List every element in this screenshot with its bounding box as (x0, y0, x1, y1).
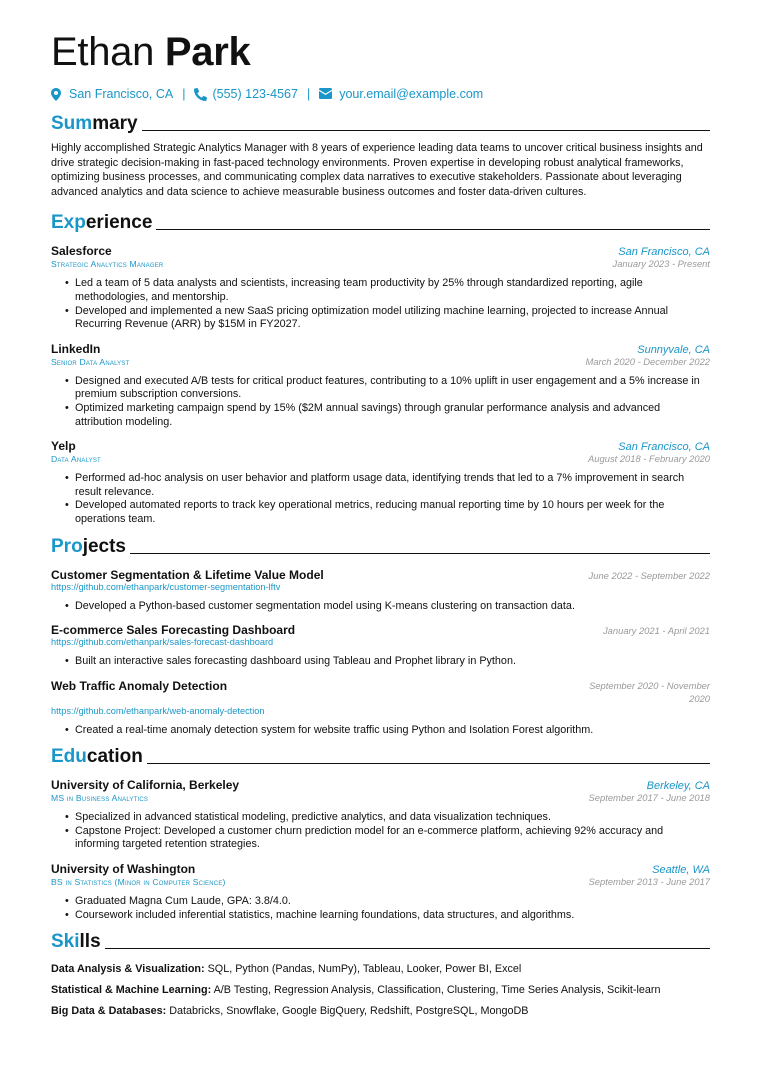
job-title: Senior Data Analyst (51, 356, 130, 367)
school-name: University of California, Berkeley (51, 778, 240, 793)
bullet-item: • Developed automated reports to track key operational metrics, reducing manual reporting time by 10 hours per week for the operations team. (75, 499, 710, 526)
job-title: Strategic Analytics Manager (51, 259, 164, 270)
bullet-list (51, 472, 710, 526)
skill-label: Big Data & Databases: (51, 1005, 167, 1018)
section-title: Experience (51, 212, 153, 234)
section-title: Summary (51, 113, 138, 134)
bullet-list (51, 895, 710, 922)
skill-value: Databricks, Snowflake, Google BigQuery, Redshift, PostgreSQL, MongoDB (169, 1005, 529, 1018)
project-title: E-commerce Sales Forecasting Dashboard (51, 623, 296, 638)
bullet-item: • Built an interactive sales forecasting dashboard using Tableau and Prophet library in Python. (75, 655, 710, 669)
summary-text: Highly accomplished Strategic Analytics Manager with 8 years of experience leading data teams to uncover critical business insights and drive strategic decision-making in fast-paced technology environments. Proven expertise in developing robust analytical frameworks, optimizing business processes, and communicating complex data narratives to executive stakeholders. Passionate about leveraging advanced analytics and data science to achieve measurable business outcomes and foster data-driven cultures. (51, 142, 703, 198)
bullet-item: • Led a team of 5 data analysts and scientists, increasing team productivity by 25% through standardized reporting, agile methodologies, and mentorship. (75, 277, 710, 304)
project-link[interactable]: https://github.com/ethanpark/sales-forecast-dashboard (51, 637, 274, 648)
entry-location: San Francisco, CA (618, 441, 710, 454)
envelope-icon (319, 88, 333, 101)
project-title: Web Traffic Anomaly Detection (51, 678, 228, 693)
section-rule (142, 130, 710, 131)
bullet-item: • Specialized in advanced statistical modeling, predictive analytics, and data visualization techniques. (75, 811, 710, 825)
experience-entry (51, 439, 710, 526)
skills-heading (51, 931, 710, 953)
bullet-list (51, 600, 710, 614)
experience-entry (51, 244, 710, 331)
project-link[interactable]: https://github.com/ethanpark/web-anomaly-detection (51, 705, 265, 716)
section-rule (156, 229, 710, 230)
separator: | (182, 87, 186, 101)
company-name: LinkedIn (51, 341, 101, 356)
entry-dates: August 2018 - February 2020 (588, 453, 710, 465)
bullet-list (51, 277, 710, 331)
email-link[interactable]: your.email@example.com (339, 87, 484, 101)
experience-entry (51, 342, 710, 429)
entry-dates: June 2022 - September 2022 (588, 569, 710, 581)
skill-line (51, 1004, 710, 1018)
last-name: Park (164, 30, 251, 74)
bullet-list (51, 811, 710, 852)
entry-dates: September 2020 - November 2020 (589, 679, 710, 704)
entry-dates: September 2017 - June 2018 (588, 792, 710, 804)
separator: | (306, 87, 311, 101)
bullet-item: • Designed and executed A/B tests for critical product features, contributing to a 10% uplift in user engagement and a 5% increase in premium subscription conversions. (75, 375, 710, 402)
entry-dates: January 2023 - Present (612, 258, 710, 270)
bullet-item: • Optimized marketing campaign spend by 15% ($2M annual savings) through granular performance analysis and advanced attribution modeling. (75, 402, 710, 429)
bullet-item: • Created a real-time anomaly detection system for website traffic using Python and Isolation Forest algorithm. (75, 724, 710, 738)
candidate-name (51, 30, 710, 74)
company-name: Yelp (51, 439, 76, 454)
bullet-list (51, 724, 710, 738)
location-text: San Francisco, CA (69, 87, 174, 101)
skill-label: Statistical & Machine Learning: (51, 984, 212, 997)
map-pin-icon (51, 88, 63, 101)
skill-label: Data Analysis & Visualization: (51, 963, 205, 976)
project-entry (51, 568, 710, 614)
skill-value: A/B Testing, Regression Analysis, Classification, Clustering, Time Series Analysis, Scikit-learn (213, 984, 661, 997)
section-title: Education (51, 746, 143, 768)
degree: BS in Statistics (Minor in Computer Science) (51, 877, 226, 888)
skill-line (51, 962, 710, 976)
bullet-item: • Capstone Project: Developed a customer churn prediction model for an e-commerce platform, achieving 92% accuracy and informing targeted retention strategies. (75, 825, 710, 852)
bullet-item: • Developed and implemented a new SaaS pricing optimization model utilizing machine learning, projected to increase Annual Recurring Revenue (ARR) by $15M in FY2027. (75, 305, 710, 332)
bullet-list (51, 375, 710, 429)
project-entry (51, 679, 710, 738)
project-link[interactable]: https://github.com/ethanpark/customer-segmentation-lftv (51, 581, 281, 592)
projects-heading (51, 536, 710, 558)
degree: MS in Business Analytics (51, 793, 149, 804)
entry-dates: September 2013 - June 2017 (588, 876, 710, 888)
entry-dates: January 2021 - April 2021 (602, 625, 710, 637)
bullet-list (51, 655, 710, 669)
section-rule (105, 948, 710, 949)
project-entry (51, 623, 710, 669)
experience-heading (51, 212, 710, 234)
entry-location: Seattle, WA (652, 864, 710, 877)
bullet-item: • Performed ad-hoc analysis on user behavior and platform usage data, identifying trends that led to a 7% improvement in search result relevance. (75, 472, 710, 499)
bullet-item: • Coursework included inferential statistics, machine learning foundations, data structures, and algorithms. (75, 909, 710, 923)
company-name: Salesforce (51, 244, 112, 259)
education-entry (51, 862, 710, 922)
bullet-item: • Graduated Magna Cum Laude, GPA: 3.8/4.0. (75, 895, 710, 909)
project-title: Customer Segmentation & Lifetime Value Model (51, 567, 324, 582)
contact-line (51, 87, 710, 101)
job-title: Data Analyst (51, 454, 101, 465)
school-name: University of Washington (51, 862, 196, 877)
entry-location: Berkeley, CA (646, 780, 710, 793)
education-heading (51, 746, 710, 768)
section-title: Skills (51, 931, 101, 953)
phone-icon (194, 88, 206, 101)
resume-page (51, 30, 710, 1018)
section-rule (147, 763, 710, 764)
section-title: Projects (51, 535, 126, 557)
education-entry (51, 778, 710, 852)
entry-location: Sunnyvale, CA (637, 343, 710, 356)
summary-heading (51, 113, 710, 135)
phone-text: (555) 123-4567 (212, 87, 298, 101)
skill-line (51, 983, 710, 997)
section-rule (130, 553, 710, 554)
entry-dates: March 2020 - December 2022 (585, 355, 710, 367)
first-name: Ethan (51, 30, 155, 74)
entry-location: San Francisco, CA (618, 246, 710, 259)
skill-value: SQL, Python (Pandas, NumPy), Tableau, Looker, Power BI, Excel (207, 963, 522, 976)
bullet-item: • Developed a Python-based customer segmentation model using K-means clustering on transaction data. (75, 600, 710, 614)
